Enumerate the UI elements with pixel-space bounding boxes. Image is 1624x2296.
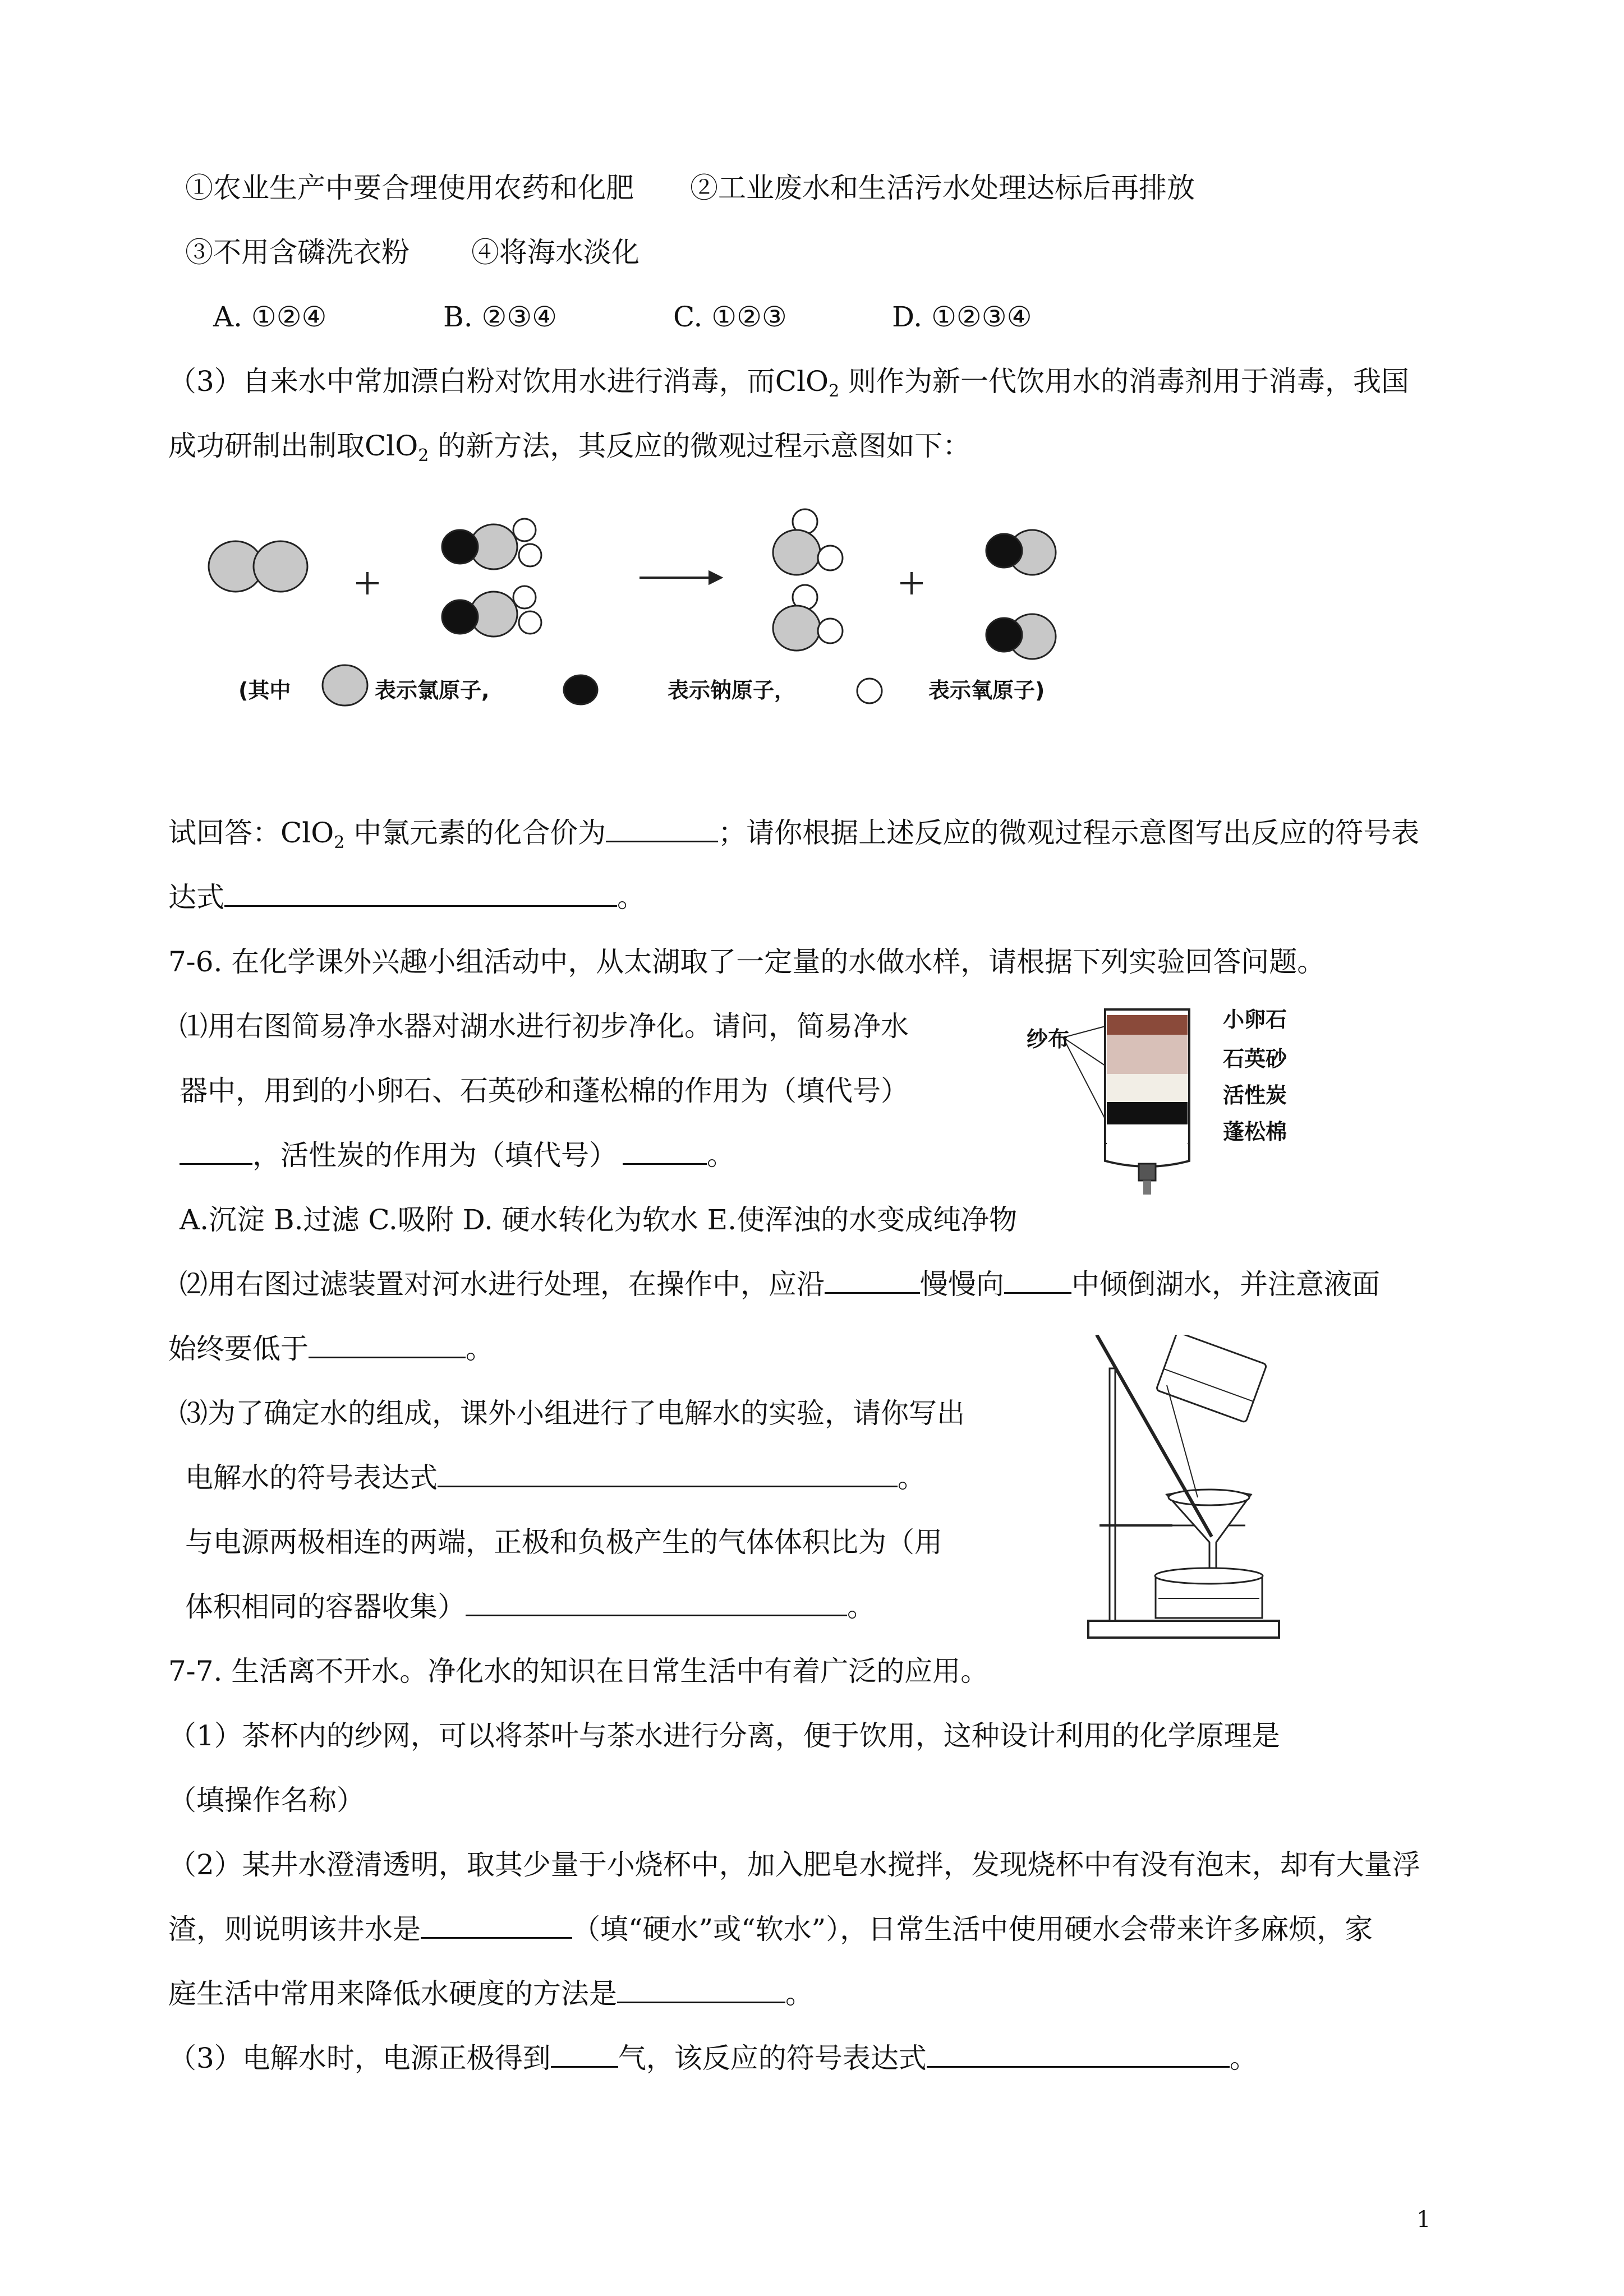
q3-line-1-text-a: （3）自来水中常加漂白粉对饮用水进行消毒，而ClO bbox=[168, 365, 829, 398]
q2-choice-a: A. ①②④ bbox=[213, 301, 327, 333]
q3-line-2 bbox=[168, 429, 970, 473]
q3-ask2-text-a: 达式 bbox=[168, 881, 224, 914]
legend-chlorine: 表示氯原子, bbox=[375, 678, 490, 703]
q77-p2-line-2-text-a: 渣，则说明该井水是 bbox=[168, 1913, 421, 1945]
q76-p2-line-2-end: 。 bbox=[466, 1333, 494, 1365]
q2-option-3: ③不用含磷洗衣粉 bbox=[185, 236, 410, 269]
q3-ask-text-b: 中氯元素的化合价为 bbox=[344, 817, 606, 849]
q2-choice-c: C. ①②③ bbox=[673, 301, 787, 333]
q76-options: A.沉淀 B.过滤 C.吸附 D. 硬水转化为软水 E.使浑浊的水变成纯净物 bbox=[180, 1204, 1018, 1236]
answer-blank[interactable] bbox=[623, 1138, 707, 1165]
q76-p2-text-b: 慢慢向 bbox=[920, 1268, 1004, 1301]
label-activated-carbon: 活性炭 bbox=[1223, 1083, 1287, 1108]
q77-title: 7-7. 生活离不开水。净化水的知识在日常生活中有着广泛的应用。 bbox=[168, 1655, 989, 1688]
answer-blank[interactable] bbox=[617, 1977, 785, 2003]
subscript-2: 2 bbox=[418, 446, 429, 465]
q76-p3-line-2 bbox=[185, 1461, 926, 1495]
q77-p2-line-3-text: 庭生活中常用来降低水硬度的方法是 bbox=[168, 1977, 617, 2010]
q77-p1-line-2: （填操作名称） bbox=[168, 1784, 365, 1816]
q3-line-1-text-b: 则作为新一代饮用水的消毒剂用于消毒，我国 bbox=[839, 365, 1410, 398]
answer-blank[interactable] bbox=[438, 1461, 898, 1487]
answer-blank[interactable] bbox=[180, 1138, 252, 1165]
q76-p3-line-2-end: 。 bbox=[898, 1461, 926, 1494]
answer-blank[interactable] bbox=[421, 1912, 572, 1939]
q77-p2-line-1: （2）某井水澄清透明，取其少量于小烧杯中，加入肥皂水搅拌，发现烧杯中有没有泡末，却有大量浮 bbox=[168, 1848, 1420, 1881]
q76-p1-line-3-end: 。 bbox=[707, 1139, 735, 1172]
q76-p2-text-a: ⑵用右图过滤装置对河水进行处理，在操作中，应沿 bbox=[180, 1268, 825, 1301]
q77-p3-text-a: （3）电解水时，电源正极得到 bbox=[168, 2042, 551, 2074]
q76-p2-text-c: 中倾倒湖水，并注意液面 bbox=[1071, 1268, 1380, 1301]
legend-oxygen: 表示氧原子) bbox=[928, 678, 1045, 703]
answer-blank[interactable] bbox=[466, 1590, 847, 1616]
q76-p3-line-1: ⑶为了确定水的组成，课外小组进行了电解水的实验，请你写出 bbox=[180, 1397, 965, 1430]
q77-p3-text-b: 气，该反应的符号表达式 bbox=[618, 2042, 927, 2074]
subscript-2: 2 bbox=[334, 833, 345, 852]
q77-p2-line-3-end: 。 bbox=[785, 1977, 813, 2010]
q3-line-2-text-a: 成功研制出制取ClO bbox=[168, 430, 418, 462]
answer-blank[interactable] bbox=[224, 880, 617, 907]
q76-p2-line-1 bbox=[180, 1267, 1380, 1301]
q76-p2-line-2 bbox=[168, 1332, 494, 1366]
q3-ask-text-c: ；请你根据上述反应的微观过程示意图写出反应的符号表 bbox=[718, 817, 1420, 849]
subscript-2: 2 bbox=[829, 381, 840, 401]
legend-prefix: (其中 bbox=[238, 678, 291, 703]
q3-ask-line-2 bbox=[168, 880, 645, 914]
q77-p2-line-2 bbox=[168, 1912, 1373, 1946]
q2-option-4: ④将海水淡化 bbox=[471, 236, 640, 269]
answer-blank[interactable] bbox=[606, 816, 718, 842]
page-number: 1 bbox=[1416, 2207, 1431, 2233]
q76-p3-line-4-end: 。 bbox=[847, 1590, 875, 1623]
answer-blank[interactable] bbox=[1004, 1267, 1071, 1294]
label-quartz-sand: 石英砂 bbox=[1223, 1046, 1287, 1071]
label-cotton: 蓬松棉 bbox=[1223, 1119, 1287, 1144]
q76-p3-line-2-text: 电解水的符号表达式 bbox=[185, 1461, 438, 1494]
q3-line-2-text-b: 的新方法，其反应的微观过程示意图如下： bbox=[429, 430, 971, 462]
q76-p1-line-3 bbox=[180, 1138, 735, 1172]
q2-option-2: ②工业废水和生活污水处理达标后再排放 bbox=[690, 172, 1195, 204]
reaction-diagram bbox=[202, 505, 1156, 707]
filtration-apparatus-figure bbox=[1077, 1335, 1313, 1649]
label-gauze: 纱布 bbox=[1027, 1027, 1070, 1052]
q76-p3-line-3: 与电源两极相连的两端，正极和负极产生的气体体积比为（用 bbox=[185, 1526, 942, 1559]
label-pebble: 小卵石 bbox=[1223, 1007, 1287, 1032]
q77-p2-line-3 bbox=[168, 1977, 813, 2011]
answer-blank[interactable] bbox=[825, 1267, 920, 1294]
q76-p2-line-2-text: 始终要低于 bbox=[168, 1333, 309, 1365]
q76-p3-line-4 bbox=[185, 1590, 875, 1624]
q3-ask-text-a: 试回答：ClO bbox=[168, 817, 334, 849]
q77-p3-text-c: 。 bbox=[1229, 2042, 1258, 2074]
q77-p2-line-2-text-b: （填“硬水”或“软水”），日常生活中使用硬水会带来许多麻烦，家 bbox=[572, 1913, 1373, 1945]
answer-blank[interactable] bbox=[551, 2041, 618, 2068]
q76-p1-line-1: ⑴用右图简易净水器对湖水进行初步净化。请问，简易净水 bbox=[180, 1010, 909, 1043]
q2-choice-b: B. ②③④ bbox=[443, 301, 558, 333]
q2-choice-d: D. ①②③④ bbox=[892, 301, 1032, 333]
q76-p1-line-3-text: ，活性炭的作用为（填代号） bbox=[252, 1139, 617, 1172]
q2-option-1: ①农业生产中要合理使用农药和化肥 bbox=[185, 172, 634, 204]
answer-blank[interactable] bbox=[927, 2041, 1230, 2068]
q3-ask-line-1 bbox=[168, 816, 1419, 860]
q3-ask2-text-b: 。 bbox=[617, 881, 645, 914]
q76-p1-line-2: 器中，用到的小卵石、石英砂和蓬松棉的作用为（填代号） bbox=[180, 1075, 909, 1107]
q77-p1-line-1: （1）茶杯内的纱网，可以将茶叶与茶水进行分离，便于饮用，这种设计利用的化学原理是 bbox=[168, 1719, 1280, 1752]
legend-sodium: 表示钠原子， bbox=[668, 678, 796, 703]
answer-blank[interactable] bbox=[309, 1332, 466, 1358]
q77-p3-line bbox=[168, 2041, 1258, 2075]
q76-p3-line-4-text: 体积相同的容器收集） bbox=[185, 1590, 466, 1623]
q76-title: 7-6. 在化学课外兴趣小组活动中，从太湖取了一定量的水做水样，请根据下列实验回答问题。 bbox=[168, 946, 1326, 978]
q3-line-1 bbox=[168, 365, 1409, 408]
